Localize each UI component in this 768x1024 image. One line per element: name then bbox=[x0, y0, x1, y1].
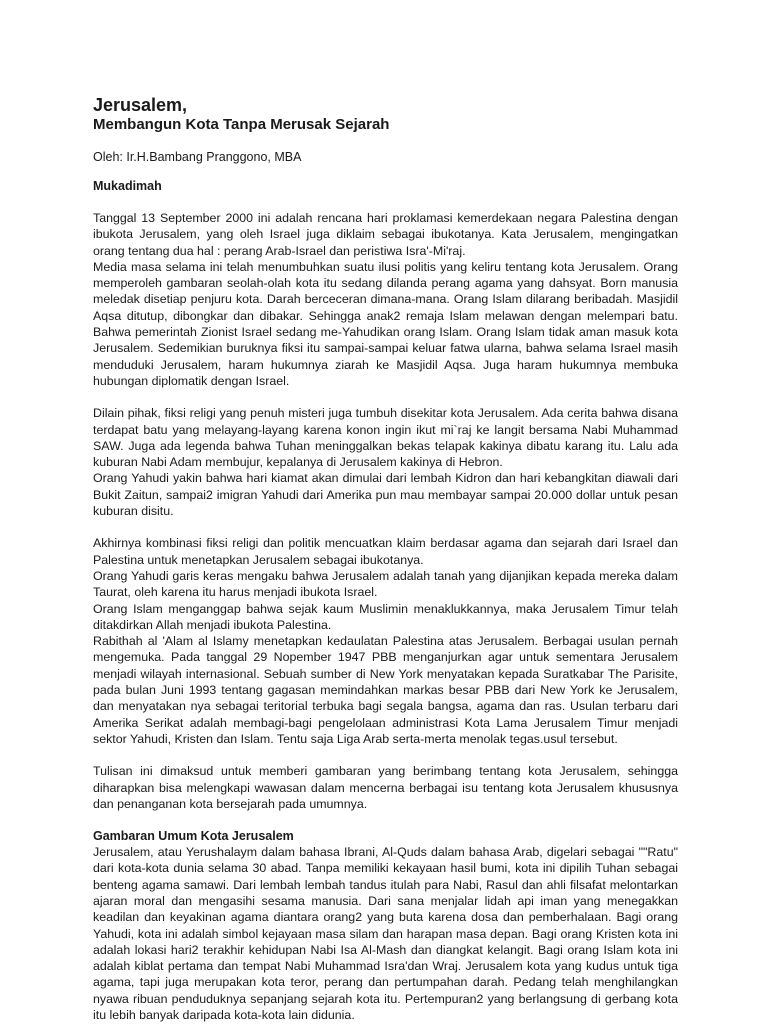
paragraph-gap bbox=[93, 812, 678, 828]
paragraph: Rabithah al 'Alam al Islamy menetapkan kedaulatan Palestina atas Jerusalem. Berbagai usulan pernah mengemuka. Pada tanggal 29 Nopember 1947 PBB menganjurkan agar untuk sementara Jerusalem menjadi wilayah internasional. Sebuah sumber di New York menyatakan kepada Suratkabar The Parisite, pada bulan Juni 1993 tentang gagasan memindahkan markas besar PBB dari New York ke Jerusalem, dan menyatakan nya sebagai teritorial terbuka bagi segala bangsa, agama dan ras. Usulan terbaru dari Amerika Serikat adalah membagi-bagi pengelolaan administrasi Kota Lama Jerusalem Timur menjadi sektor Yahudi, Kristen dan Islam. Tentu saja Liga Arab serta-merta menolak tegas.usul tersebut. bbox=[93, 634, 678, 746]
section-heading-gambaran-umum: Gambaran Umum Kota Jerusalem bbox=[93, 829, 294, 844]
author-line: Oleh: Ir.H.Bambang Pranggono, MBA bbox=[93, 150, 302, 164]
document-subtitle: Membangun Kota Tanpa Merusak Sejarah bbox=[93, 116, 390, 133]
paragraph: Media masa selama ini telah menumbuhkan suatu ilusi politis yang keliru tentang kota Jerusalem. Orang memperoleh gambaran seolah-olah kota itu sedang dilanda perang agama yang dahsyat. Born manusia meledak disetiap penjuru kota. Darah berceceran dimana-mana. Orang Islam dilarang beribadah. Masjidil Aqsa ditutup, dibongkar dan dibakar. Sehingga anak2 remaja Islam melawan dengan melempari batu. Bahwa pemerintah Zionist Israel sedang me-Yahudikan orang Islam. Orang Islam tidak aman masuk kota Jerusalem. Sedemikian buruknya fiksi itu sampai-sampai keluar fatwa ularna, bahwa selama Israel masih menduduki Jerusalem, haram hukumnya ziarah ke Masjidil Aqsa. Juga haram hukumnya membuka hubungan diplomatik dengan Israel. bbox=[93, 259, 678, 388]
paragraph-gap bbox=[93, 519, 678, 535]
section-heading-mukadimah: Mukadimah bbox=[93, 179, 162, 193]
paragraph: Akhirnya kombinasi fiksi religi dan politik mencuatkan klaim berdasar agama dan sejarah dari Israel dan Palestina untuk menetapkan Jerusalem sebagai ibukotanya. bbox=[93, 536, 678, 567]
paragraph-gap bbox=[93, 389, 678, 405]
paragraph: Orang Islam menganggap bahwa sejak kaum Muslimin menaklukkannya, maka Jerusalem Timur telah ditakdirkan Allah menjadi ibukota Palestina. bbox=[93, 601, 678, 632]
paragraph-gap bbox=[93, 747, 678, 763]
paragraph: Orang Yahudi garis keras mengaku bahwa Jerusalem adalah tanah yang dijanjikan kepada mereka dalam Taurat, oleh karena itu harus menjadi ibukota Israel. bbox=[93, 568, 678, 600]
paragraph: Tanggal 13 September 2000 ini adalah rencana hari proklamasi kemerdekaan negara Palestina dengan ibukota Jerusalem, yang oleh Israel juga diklaim sebagai ibukotanya. Kata Jerusalem, mengingatkan orang tentang dua hal : perang Arab-Israel dan peristiwa Isra'-Mi'raj. bbox=[93, 211, 678, 258]
document-page bbox=[93, 95, 678, 1023]
paragraph: Orang Yahudi yakin bahwa hari kiamat akan dimulai dari lembah Kidron dan hari kebangkitan diawali dari Bukit Zaitun, sampai2 imigran Yahudi dari Amerika pun mau membayar sampai 20.000 dollar untuk pesan kuburan disitu. bbox=[93, 471, 678, 519]
paragraph: Jerusalem, atau Yerushalaym dalam bahasa Ibrani, Al-Quds dalam bahasa Arab, digelari sebagai ""Ratu" dari kota-kota dunia selama 30 abad. Tanpa memiliki kekayaan hasil bumi, kota ini dipilih Tuhan sebagai benteng agama samawi. Dari lembah lembah tandus itulah para Nabi, Rasul dan ahli filsafat melontarkan ajaran moral dan mengasihi sesama manusia. Dari sana menjalar lidah api iman yang menegakkan keadilan dan keyakinan agama diantara orang2 yang buta karena dosa dan pemberhalaan. Bagi orang Yahudi, kota ini adalah simbol kejayaan masa silam dan harapan masa depan. Bagi orang Kristen kota ini adalah lokasi hari2 terakhir kehidupan Nabi Isa Al-Mash dan diangkat kelangit. Bagi orang Islam kota ini adalah kiblat pertama dan tempat Nabi Muhammad Isra'dan Wraj. Jerusalem kota yang kudus untuk tiga agama, tapi juga merupakan kota teror, perang dan pertumpahan darah. Pedang telah menghilangkan nyawa ribuan penduduknya sepanjang sejarah kota itu. Pertempuran2 yang berlangsung di gerbang kota itu lebih banyak daripada kota-kota lain didunia. bbox=[93, 845, 678, 1023]
document-title: Jerusalem, bbox=[93, 95, 188, 115]
paragraph: Tulisan ini dimaksud untuk memberi gambaran yang berimbang tentang kota Jerusalem, sehingga diharapkan bisa melengkapi wawasan dalam mencerna berbagai isu tentang kota Jerusalem khususnya dan penanganan kota bersejarah pada umumnya. bbox=[93, 764, 678, 811]
paragraph: Dilain pihak, fiksi religi yang penuh misteri juga tumbuh disekitar kota Jerusalem. Ada cerita bahwa disana terdapat batu yang melayang-layang karena konon ingin ikut mi`raj ke langit bersama Nabi Muhammad SAW. Juga ada legenda bahwa Tuhan meninggalkan bekas telapak kakinya dibatu karang itu. Lalu ada kuburan Nabi Adam membujur, kepalanya di Jerusalem kakinya di Hebron. bbox=[93, 406, 678, 470]
